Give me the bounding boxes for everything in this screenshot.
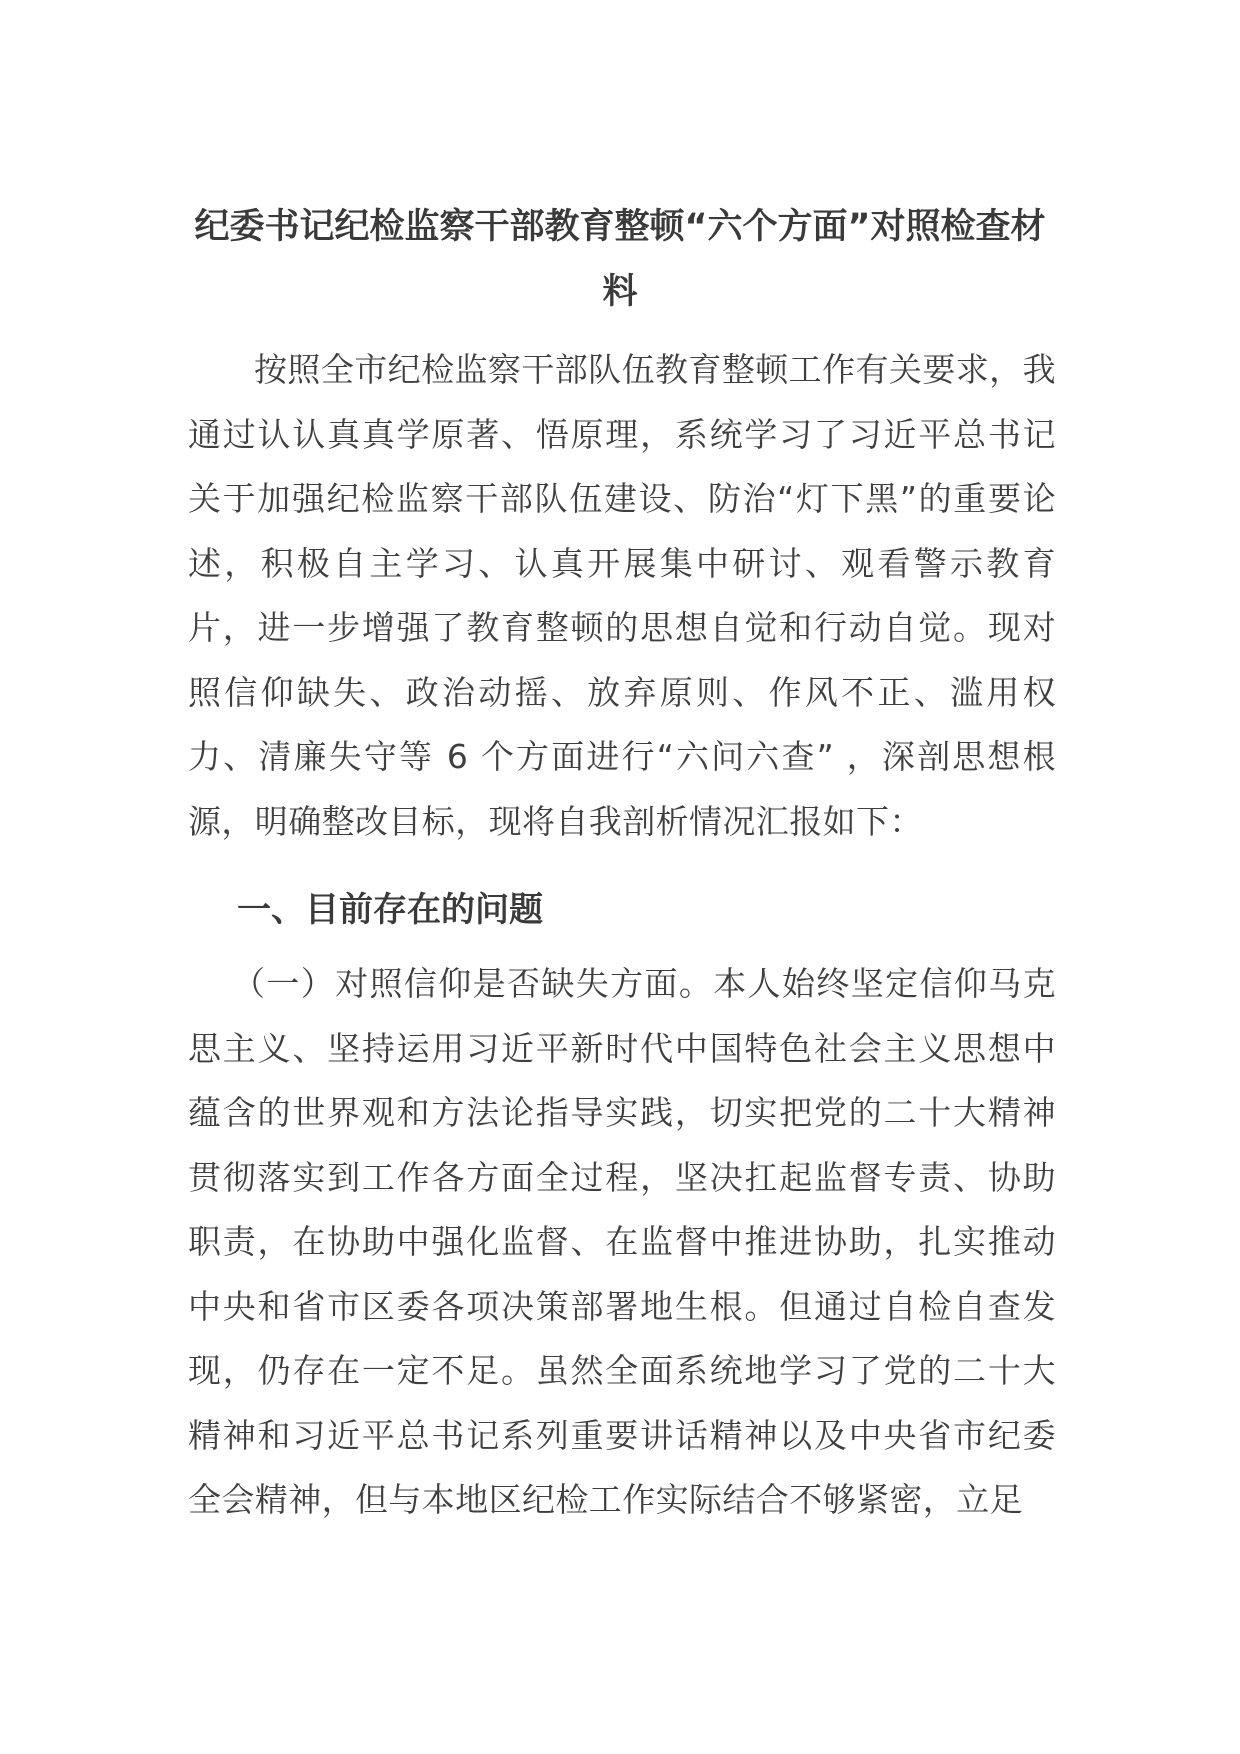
section-paragraph-faith: （一）对照信仰是否缺失方面。本人始终坚定信仰马克思主义、坚持运用习近平新时代中国特色社会主义思想中蕴含的世界观和方法论指导实践，切实把党的二十大精神贯彻落实到工作各方面全过程，坚决扛起监督专责、协助职责，在协助中强化监督、在监督中推进协助，扎实推动中央和省市区委各项决策部署地生根。但通过自检自查发现，仍存在一定不足。虽然全面系统地学习了党的二十大精神和习近平总书记系列重要讲话精神以及中央省市纪委全会精神，但与本地区纪检工作实际结合不够紧密，立足 xyxy=(188,964,1056,1519)
section-heading-problems: 一、目前存在的问题 xyxy=(237,890,543,930)
intro-paragraph: 按照全市纪检监察干部队伍教育整顿工作有关要求，我通过认认真真学原著、悟原理，系统学习了习近平总书记关于加强纪检监察干部队伍建设、防治“灯下黑”的重要论述，积极自主学习、认真开展集中研讨、观看警示教育片，进一步增强了教育整顿的思想自觉和行动自觉。现对照信仰缺失、政治动摇、放弃原则、作风不正、滥用权力、清廉失守等 6 个方面进行“六问六查” ，深剖思想根源，明确整改目标，现将自我剖析情况汇报如下： xyxy=(188,350,1056,841)
document-title: 纪委书记纪检监察干部教育整顿“六个方面”对照检查材料 xyxy=(194,207,1046,312)
